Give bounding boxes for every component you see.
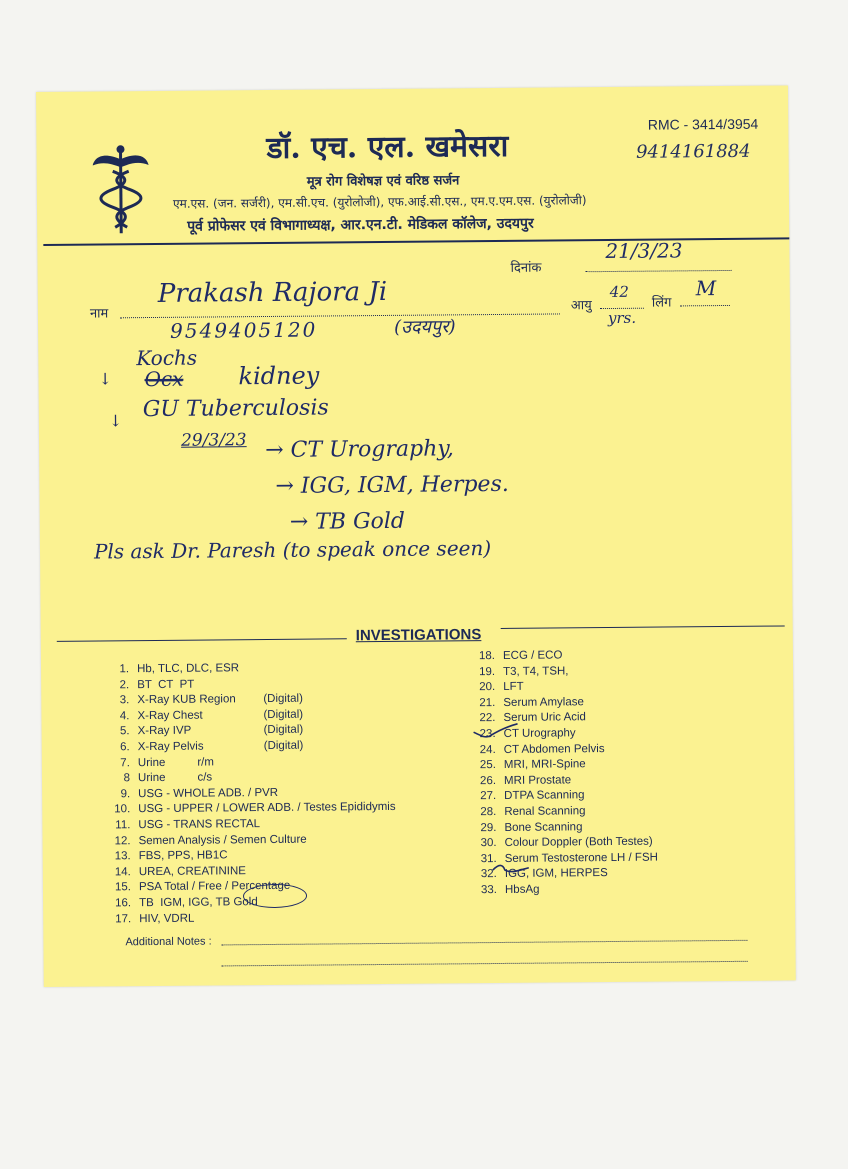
investigation-number: 22.: [479, 712, 496, 725]
investigation-name: X-Ray IVP: [137, 725, 192, 738]
investigation-number: 5.: [119, 725, 130, 738]
handwritten-phone: 9414161884: [635, 140, 751, 163]
investigation-number: 11.: [115, 819, 131, 832]
investigation-name: Renal Scanning: [504, 805, 586, 818]
investigation-number: 2.: [119, 678, 130, 691]
note-ct-urography: → CT Urography,: [265, 436, 454, 464]
age-value: 42: [609, 282, 629, 302]
investigation-name: PSA Total / Free / Percentage: [138, 880, 291, 894]
investigation-number: 32.: [480, 868, 497, 881]
patient-phone: 9549405120: [169, 317, 318, 343]
position: पूर्व प्रोफेसर एवं विभागाध्यक्ष, आर.एन.टी. मेडिकल कॉलेज, उदयपुर: [187, 215, 534, 235]
investigation-name: X-Ray Pelvis: [137, 740, 204, 754]
bullet-arrow: ↓: [98, 369, 112, 389]
investigation-name: IGG, IGM, HERPES: [504, 867, 608, 881]
name-label: नाम: [89, 306, 109, 322]
investigation-item: [469, 649, 656, 666]
age-label: आयु: [570, 298, 592, 314]
investigation-name: ECG / ECO: [502, 649, 563, 662]
investigation-name: Serum Amylase: [503, 696, 584, 709]
investigation-number: 4.: [119, 709, 130, 723]
investigation-number: 13.: [114, 850, 131, 863]
investigation-name: Urine c/s: [137, 771, 213, 785]
additional-notes-label: Additional Notes :: [125, 935, 212, 949]
investigation-name: Urine r/m: [137, 756, 214, 769]
investigation-name: T3, T4, TSH,: [503, 664, 569, 678]
sex-line: [680, 305, 730, 306]
investigation-name: X-Ray KUB Region: [137, 693, 236, 707]
investigation-number: 27.: [480, 790, 497, 803]
investigation-name: USG - WHOLE ADB. / PVR: [138, 786, 279, 800]
investigation-number: 3.: [119, 694, 130, 707]
prescription-sheet: [36, 85, 796, 987]
digital-tag: (Digital): [263, 692, 303, 706]
investigation-name: CT Urography: [503, 727, 576, 740]
investigation-number: 14.: [114, 865, 131, 879]
investigation-name: LFT: [503, 680, 524, 694]
investigation-name: X-Ray Chest: [137, 709, 203, 722]
investigation-number: 28.: [480, 805, 497, 819]
investigation-number: 17.: [115, 912, 132, 925]
degrees: एम.एस. (जन. सर्जरी), एम.सी.एच. (युरोलोजी), एफ.आई.सी.एस., एम.ए.एम.एस. (युरोलोजी): [172, 193, 587, 211]
investigation-name: DTPA Scanning: [504, 789, 585, 803]
investigation-number: 7.: [120, 756, 130, 769]
specialty: मूत्र रोग विशेषज्ञ एवं वरिष्ठ सर्जन: [306, 173, 460, 190]
note-gu-tb: GU Tuberculosis: [142, 395, 329, 423]
date-line: [586, 270, 732, 272]
investigation-item: [470, 789, 657, 806]
investigation-name: HIV, VDRL: [139, 912, 195, 925]
name-line: [120, 313, 560, 318]
notes-line: [221, 940, 747, 946]
investigation-item: [105, 910, 396, 928]
note-tb-gold: → TB Gold: [289, 508, 406, 535]
investigation-name: UREA, CREATININE: [138, 864, 246, 878]
investigation-item: [469, 680, 656, 697]
investigation-number: 25.: [479, 759, 496, 772]
doctor-name: डॉ. एच. एल. खमेसरा: [266, 128, 509, 166]
investigations-rule-left: [57, 638, 347, 642]
investigation-number: 1.: [119, 663, 130, 676]
investigation-name: CT Abdomen Pelvis: [503, 742, 605, 756]
tick-igg-herpes: [491, 862, 531, 878]
investigations-title: INVESTIGATIONS: [355, 626, 482, 645]
investigation-name: MRI, MRI-Spine: [503, 758, 586, 772]
rmc-number: RMC - 3414/3954: [647, 115, 759, 133]
note-struck: O̶c̶x̶: [144, 366, 184, 392]
date-label: दिनांक: [510, 260, 542, 276]
patient-place: (उदयपुर): [393, 316, 456, 338]
date-value: 21/3/23: [605, 238, 683, 264]
tick-ct-urography: [472, 722, 520, 740]
investigation-number: 20.: [479, 681, 496, 694]
investigation-item: [470, 820, 657, 837]
investigation-number: 29.: [480, 821, 497, 834]
investigation-number: 15.: [114, 881, 131, 894]
caduceus-logo: [92, 143, 149, 235]
investigation-number: 23.: [479, 727, 496, 741]
investigation-item: [470, 758, 657, 775]
note-igg: → IGG, IGM, Herpes.: [275, 471, 509, 499]
investigation-number: 9.: [120, 787, 131, 801]
investigation-name: Hb, TLC, DLC, ESR: [136, 662, 240, 676]
investigation-name: Semen Analysis / Semen Culture: [138, 833, 307, 847]
investigation-name: MRI Prostate: [503, 774, 572, 787]
investigation-item: [471, 836, 658, 853]
note-kidney: kidney: [238, 361, 320, 391]
investigation-name: Bone Scanning: [504, 820, 583, 834]
digital-tag: (Digital): [263, 739, 304, 753]
investigation-number: 12.: [114, 834, 131, 847]
note-kochs: Kochs: [136, 345, 198, 371]
investigation-name: FBS, PPS, HB1C: [138, 849, 228, 863]
investigation-name: USG - UPPER / LOWER ADB. / Testes Epididymis: [138, 801, 396, 816]
investigation-number: 18.: [478, 650, 495, 663]
investigation-number: 6.: [120, 741, 130, 754]
patient-name: Prakash Rajora Ji: [157, 276, 388, 309]
investigations-rule-right: [501, 625, 785, 628]
investigation-item: [470, 742, 657, 759]
investigation-number: 19.: [479, 665, 496, 678]
investigation-number: 31.: [480, 852, 497, 865]
investigation-number: 21.: [479, 696, 496, 709]
investigation-name: BT CT PT: [137, 678, 195, 691]
investigation-name: Colour Doppler (Both Testes): [504, 835, 653, 850]
investigation-number: 16.: [115, 897, 132, 910]
investigation-item: [469, 664, 656, 681]
investigation-name: TB IGM, IGG, TB Gold: [139, 896, 258, 910]
investigation-name: Serum Testosterone LH / FSH: [504, 851, 658, 865]
investigation-number: 30.: [480, 837, 497, 850]
investigation-name: Serum Uric Acid: [503, 711, 586, 725]
investigation-item: [471, 883, 658, 900]
note-date: 29/3/23: [180, 430, 247, 451]
digital-tag: (Digital): [263, 724, 304, 737]
investigation-item: [470, 773, 657, 790]
bullet-arrow: ↓: [108, 411, 123, 431]
sex-value: M: [695, 276, 717, 301]
digital-tag: (Digital): [263, 708, 304, 721]
investigation-name: USG - TRANS RECTAL: [138, 818, 261, 832]
age-unit: yrs.: [607, 308, 637, 328]
investigation-name: HbsAg: [504, 883, 540, 896]
investigation-item: [469, 695, 656, 712]
sex-label: लिंग: [651, 295, 672, 311]
investigation-number: 10.: [114, 803, 131, 816]
notes-line: [222, 961, 748, 967]
investigation-number: 26.: [479, 774, 497, 787]
investigation-number: 24.: [479, 743, 496, 756]
investigation-item: [470, 805, 657, 822]
note-referral: Pls ask Dr. Paresh (to speak once seen): [93, 536, 492, 564]
investigation-number: 8: [123, 772, 131, 785]
investigation-number: 33.: [480, 883, 498, 897]
